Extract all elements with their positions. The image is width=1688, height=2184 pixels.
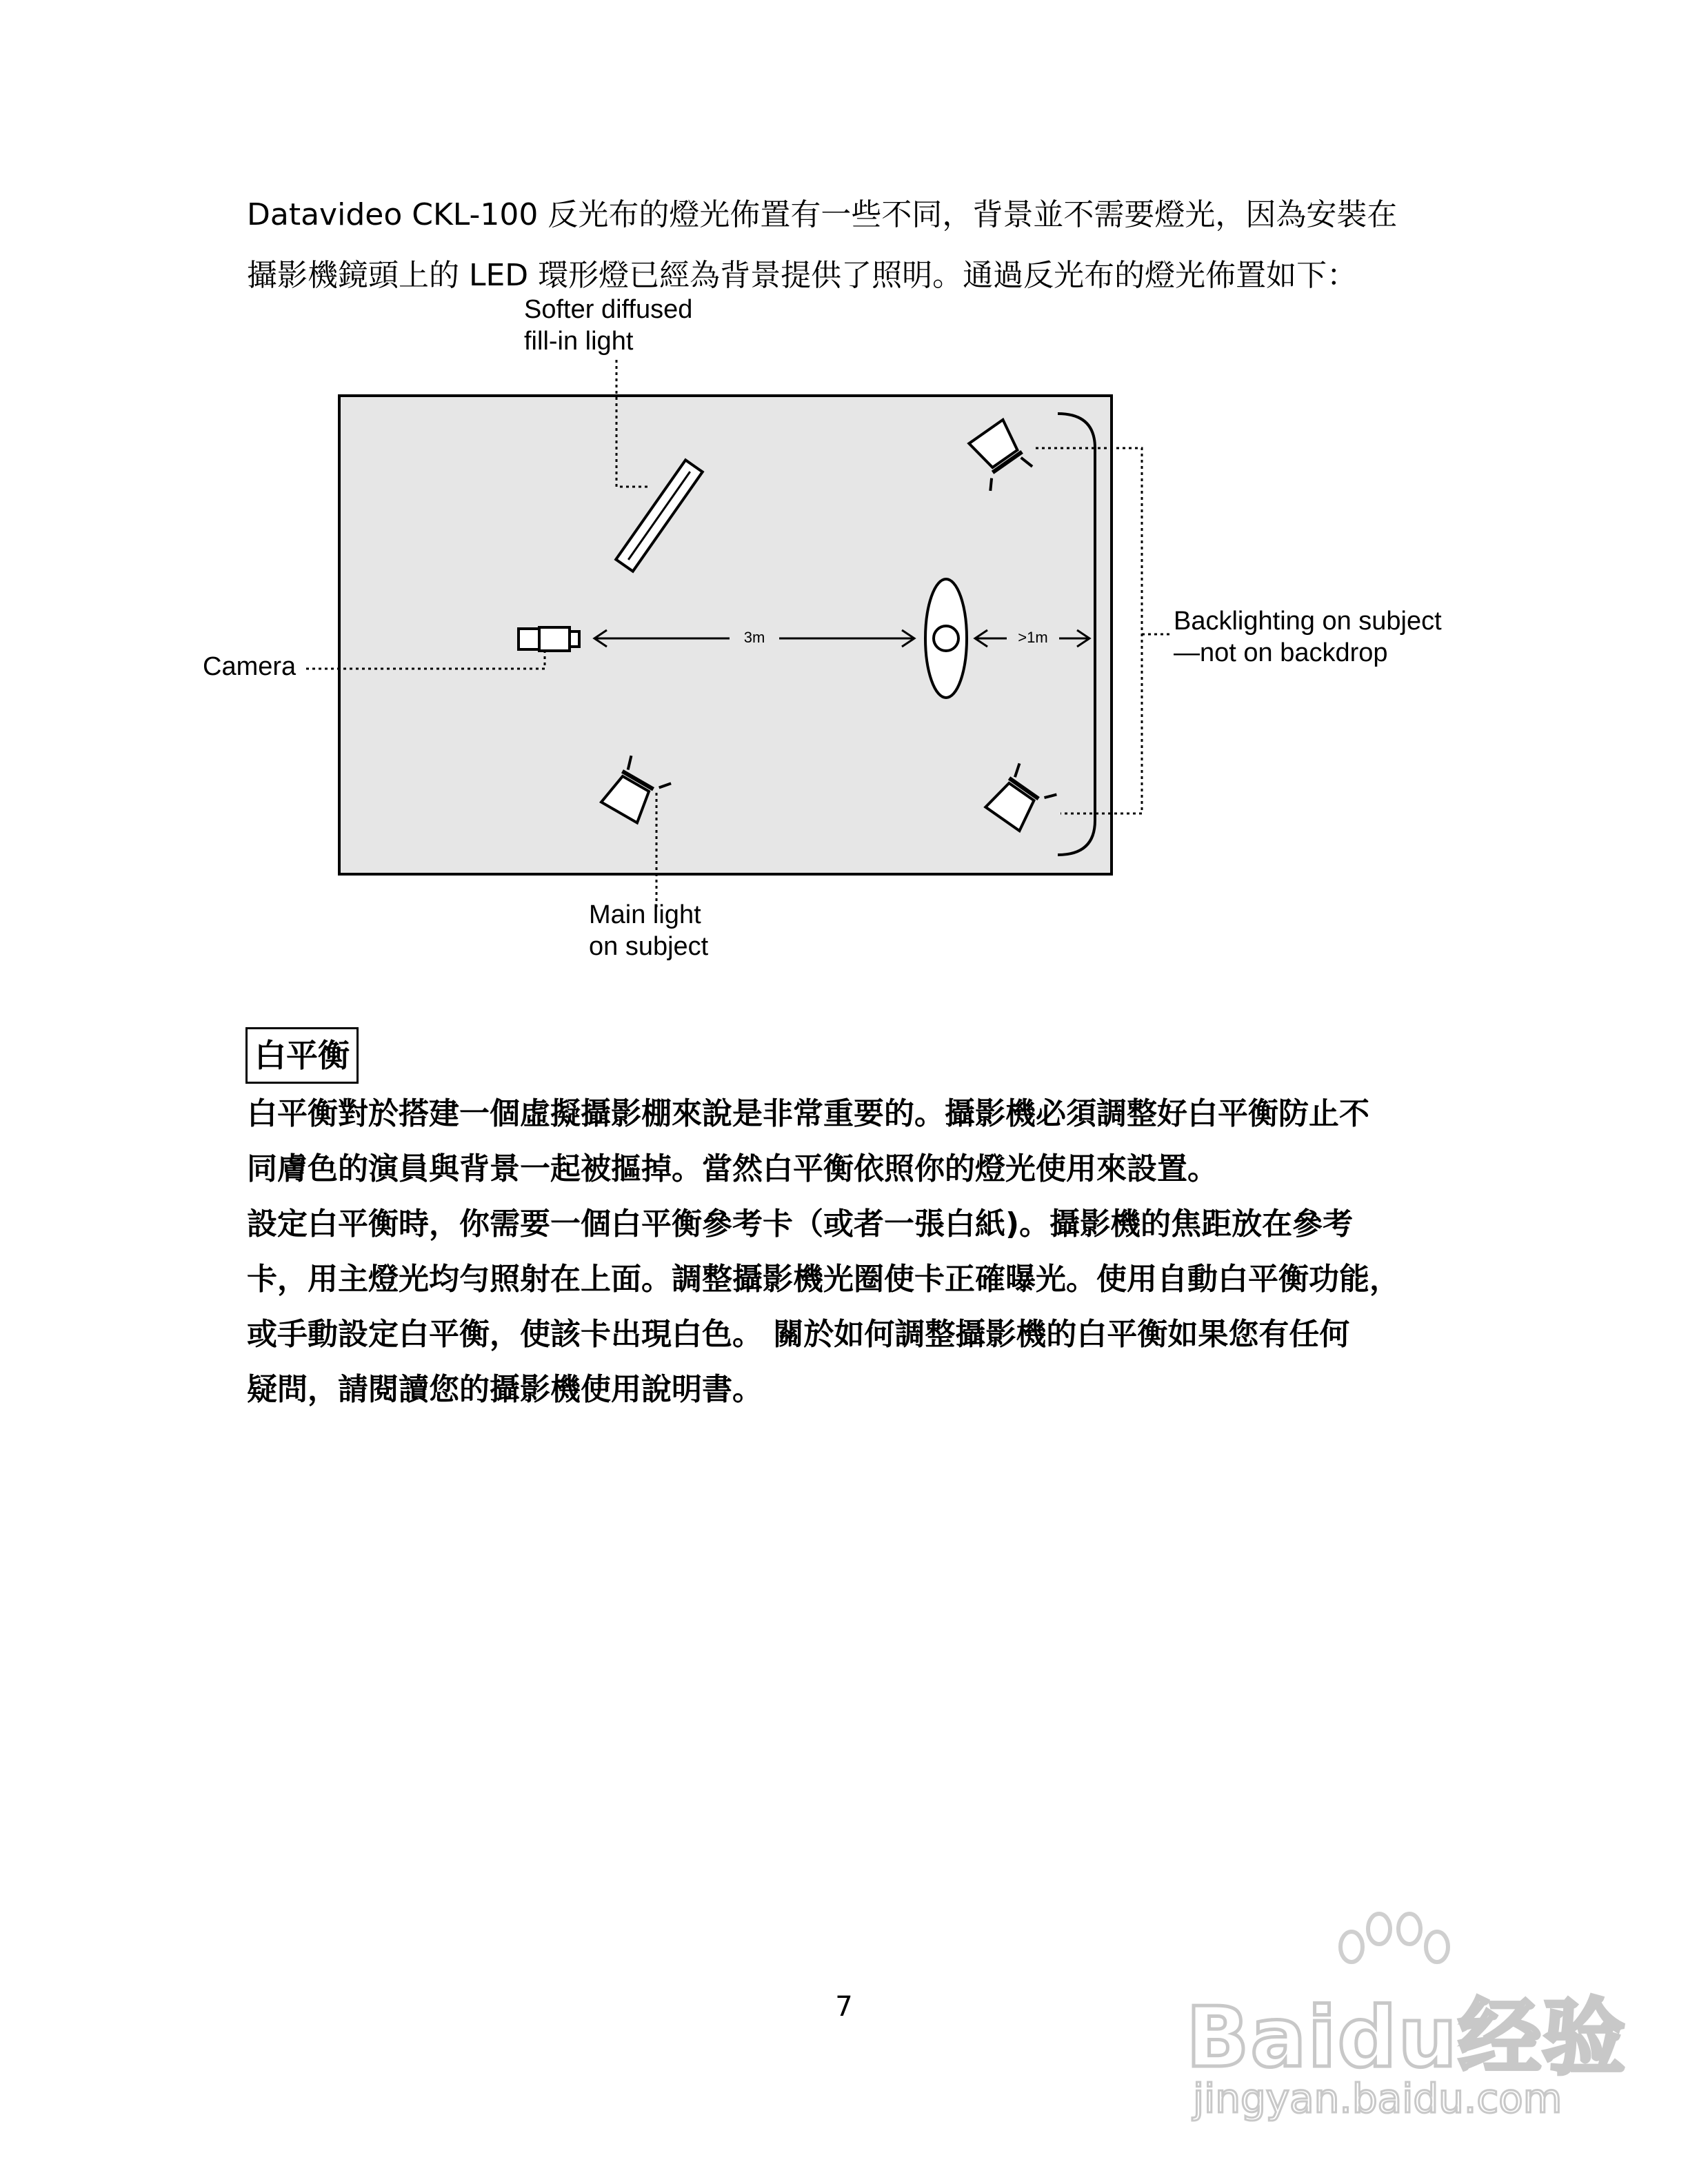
section-heading: 白平衡 bbox=[245, 1027, 359, 1084]
watermark-url: jingyan.baidu.com bbox=[1193, 2075, 1563, 2122]
lighting-diagram-svg bbox=[0, 0, 1688, 1000]
subject-icon bbox=[925, 579, 967, 698]
section-body bbox=[247, 1086, 1460, 1417]
body-line: 設定白平衡時，你需要一個白平衡參考卡（或者一張白紙)。攝影機的焦距放在參考 bbox=[247, 1206, 1354, 1242]
intro-line: 攝影機鏡頭上的 LED 環形燈已經為背景提供了照明。通過反光布的燈光佈置如下： bbox=[247, 258, 1358, 293]
intro-line: Datavideo CKL-100 反光布的燈光佈置有一些不同，背景並不需要燈光，因為安裝在 bbox=[247, 197, 1398, 232]
body-line: 同膚色的演員與背景一起被摳掉。當然白平衡依照你的燈光使用來設置。 bbox=[247, 1151, 1218, 1186]
page-number: 7 bbox=[835, 1991, 853, 2023]
fill-light-label: Softer diffused fill-in light bbox=[524, 295, 693, 356]
body-line: 卡，用主燈光均勻照射在上面。調整攝影機光圈使卡正確曝光。使用自動白平衡功能， bbox=[247, 1262, 1400, 1297]
baidu-watermark bbox=[1186, 1910, 1627, 2137]
distance-label-3m: 3m bbox=[743, 629, 765, 646]
main-light-label: Main light on subject bbox=[589, 900, 709, 961]
lighting-diagram bbox=[0, 0, 1688, 1000]
watermark-brand: Baidu经验 bbox=[1186, 1990, 1627, 2086]
backlight-label: Backlighting on subject —not on backdrop bbox=[1174, 607, 1442, 667]
body-line: 白平衡對於搭建一個虛擬攝影棚來說是非常重要的。攝影機必須調整好白平衡防止不 bbox=[247, 1096, 1369, 1131]
camera-icon bbox=[519, 627, 579, 651]
camera-label: Camera bbox=[203, 652, 297, 681]
body-line: 或手動設定白平衡，使該卡出現白色。 關於如何調整攝影機的白平衡如果您有任何 bbox=[247, 1317, 1350, 1352]
distance-label-1m: >1m bbox=[1018, 629, 1048, 646]
body-line: 疑問，請閱讀您的攝影機使用說明書。 bbox=[247, 1372, 763, 1407]
